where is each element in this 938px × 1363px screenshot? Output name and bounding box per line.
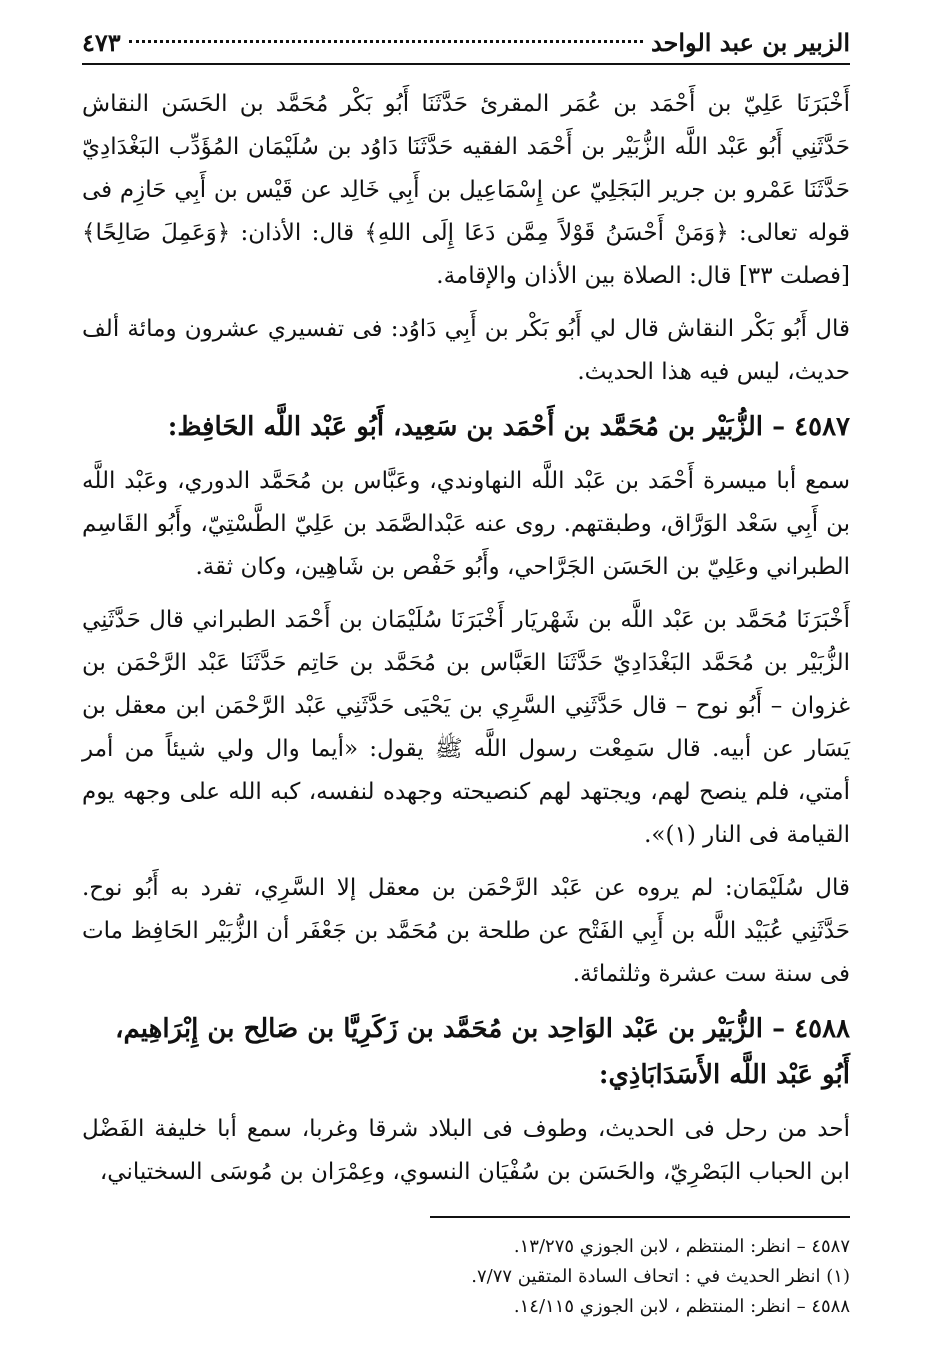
footnote-3: ٤٥٨٨ – انظر: المنتظم ، لابن الجوزي ١٤/١١٥.	[513, 1296, 850, 1317]
entry-heading-4588: ٤٥٨٨ – الزُّبَيْر بن عَبْد الوَاحِد بن مُحَمَّد بن زَكَرِيَّا بن صَالِح بن إِبْرَاهِيم، أَبُو عَبْد اللَّه الأَسَدَابَاذِي:	[115, 1014, 850, 1090]
footnotes	[82, 1232, 850, 1322]
document-page	[82, 28, 850, 1322]
header-dots	[129, 40, 643, 43]
paragraph-3: سمع أبا ميسرة أَحْمَد بن عَبْد اللَّه النهاوندي، وعَبَّاس بن مُحَمَّد الدوري، وعَبْد اللَّه بن أَبِي سَعْد الوَرَّاق، وطبقتهم. روى عنه عَبْدالصَّمَد بن عَلِيّ الطَّسْتِيّ، وأَبُو القَاسِم الطبراني وعَلِيّ بن الحَسَن الجَرَّاحي، وأَبُو حَفْص بن شَاهِين، وكان ثقة.	[82, 468, 850, 580]
page-header	[82, 28, 850, 65]
running-title: الزبير بن عبد الواحد	[650, 28, 850, 57]
paragraph-5: قال سُلَيْمَان: لم يروه عن عَبْد الرَّحْمَن بن معقل إلا السَّرِي، تفرد به أَبُو نوح. حَدَّثَنِي عُبَيْد اللَّه بن أَبِي الفَتْح عن طلحة بن مُحَمَّد بن جَعْفَر أن الزُّبَيْر الحَافِظ مات فى سنة ست عشرة وثلثمائة.	[82, 875, 850, 987]
paragraph-4: أَخْبَرَنَا مُحَمَّد بن عَبْد اللَّه بن شَهْريَار أَخْبَرَنَا سُلَيْمَان بن أَحْمَد الطبراني قال حَدَّثَنِي الزُّبَيْر بن مُحَمَّد البَغْدَادِيّ حَدَّثَنَا العَبَّاس بن مُحَمَّد بن حَاتِم حَدَّثَنَا عَبْد الرَّحْمَن بن غزوان – أَبُو نوح – قال حَدَّثَنِي السَّرِي بن يَحْيَى حَدَّثَنِي عَبْد الرَّحْمَن ابن معقل بن يَسَار عن أبيه. قال سَمِعْت رسول اللَّه ﷺ يقول: «أيما وال ولي شيئاً من أمر أمتي، فلم ينصح لهم، ويجتهد لهم كنصيحته وجهده لنفسه، كبه الله على وجهه يوم القيامة فى النار (١)».	[82, 607, 850, 848]
footnote-2: (١) انظر الحديث في : اتحاف السادة المتقين ٧/٧٧.	[471, 1266, 850, 1287]
paragraph-6: أحد من رحل فى الحديث، وطوف فى البلاد شرقا وغربا، سمع أبا خليفة الفَضْل ابن الحباب البَصْرِيّ، والحَسَن بن سُفْيَان النسوي، وعِمْرَان بن مُوسَى السختياني،	[82, 1116, 850, 1185]
footnote-1: ٤٥٨٧ – انظر: المنتظم ، لابن الجوزي ١٣/٢٧٥.	[513, 1236, 850, 1257]
paragraph-2: قال أَبُو بَكْر النقاش قال لي أَبُو بَكْر بن أَبِي دَاوُد: فى تفسيري عشرون ومائة ألف حديث، ليس فيه هذا الحديث.	[82, 316, 850, 385]
page-number: ٤٧٣	[82, 28, 121, 57]
footnote-divider	[430, 1216, 850, 1218]
entry-heading-4587: ٤٥٨٧ – الزُّبَيْر بن مُحَمَّد بن أَحْمَد بن سَعِيد، أَبُو عَبْد اللَّه الحَافِظ:	[167, 412, 850, 442]
paragraph-1: أَخْبَرَنَا عَلِيّ بن أَحْمَد بن عُمَر المقرئ حَدَّثَنَا أَبُو بَكْر مُحَمَّد بن الحَسَن النقاش حَدَّثَنِي أَبُو عَبْد اللَّه الزُّبَيْر بن أَحْمَد الفقيه حَدَّثَنَا دَاوُد بن سُلَيْمَان المُؤَدِّب البَغْدَادِيّ حَدَّثَنَا عَمْرو بن جرير البَجَلِيّ عن إِسْمَاعِيل بن أَبِي خَالِد عن قَيْس بن أَبِي حَازِم فى قوله تعالى: ﴿وَمَنْ أَحْسَنُ قَوْلاً مِمَّن دَعَا إِلَى اللهِ﴾ قال: الأذان: ﴿وَعَمِلَ صَالِحًا﴾ [فصلت ٣٣] قال: الصلاة بين الأذان والإقامة.	[82, 91, 850, 289]
